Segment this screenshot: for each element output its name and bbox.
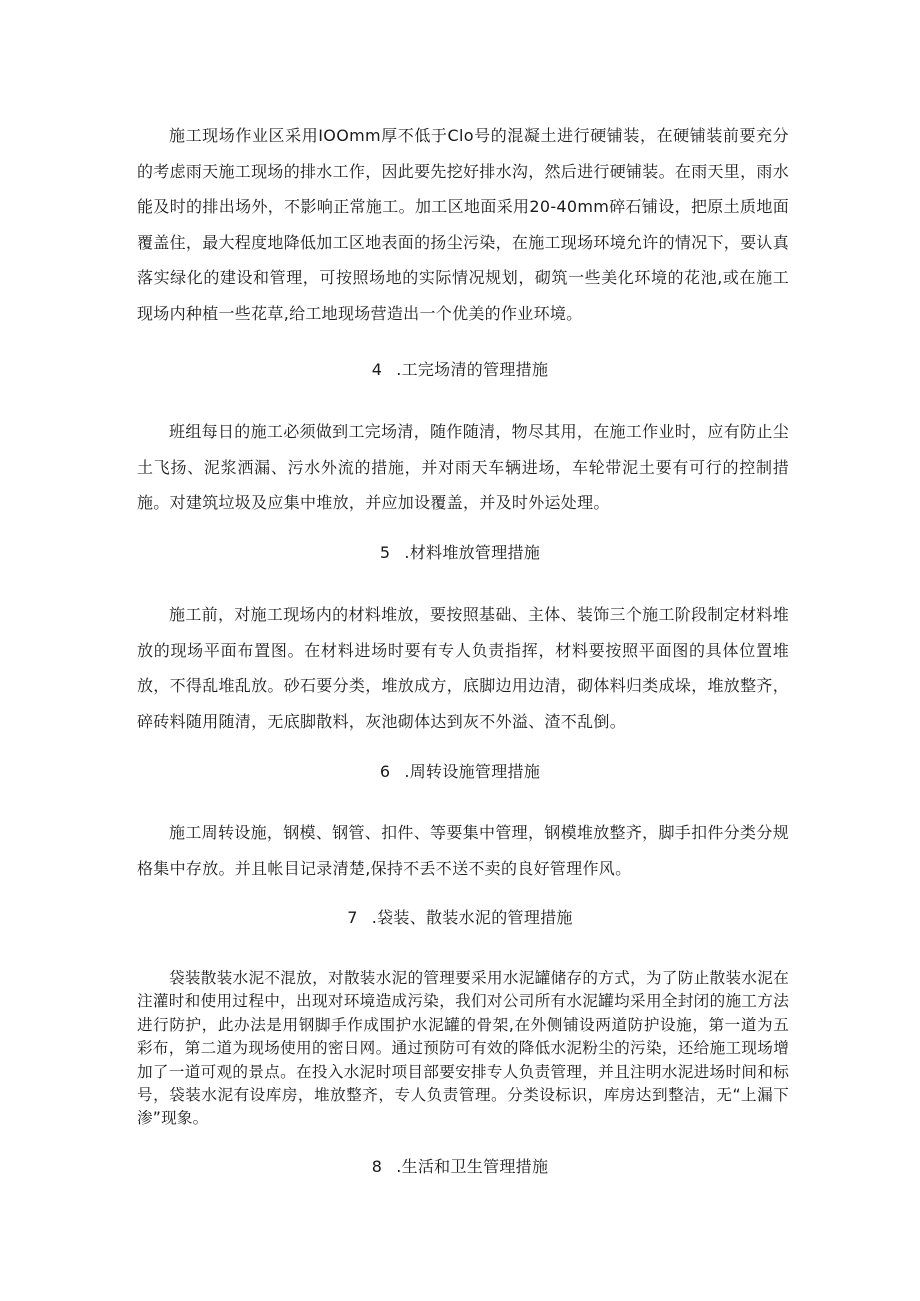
section-number: 5 — [379, 543, 391, 562]
paragraph-cleanup: 班组每日的施工必须做到工完场清，随作随清，物尽其用，在施工作业时，应有防止尘土飞扬、泥浆洒漏、污水外流的措施，并对雨天车辆进场，车轮带泥土要有可行的控制措施。对建筑垃圾及应集中堆放，并应加设覆盖，并及时外运处理。 — [137, 422, 789, 512]
section-heading-4 — [0, 359, 920, 381]
paragraph-site-paving: 施工现场作业区采用IOOmm厚不低于Clo号的混凝土进行硬铺装，在硬铺装前要充分的考虑雨天施工现场的排水工作，因此要先挖好排水沟，然后进行硬铺装。在雨天里，雨水能及时的排出场外，不影响正常施工。加工区地面采用20-40mm碎石铺设，把原土质地面覆盖住，最大程度地降低加工区地表面的扬尘污染，在施工现场环境允许的情况下，要认真落实绿化的建设和管理，可按照场地的实际情况规划，砌筑一些美化环境的花池,或在施工现场内种植一些花草,给工地现场营造出一个优美的作业环境。 — [137, 126, 790, 323]
section-number: 6 — [379, 762, 391, 781]
paragraph-cement-management: 袋装散装水泥不混放，对散装水泥的管理要采用水泥罐储存的方式，为了防止散装水泥在注灌时和使用过程中，出现对环境造成污染，我们对公司所有水泥罐均采用全封闭的施工方法进行防护，此办法是用钢脚手作成围护水泥罐的骨架,在外侧铺设两道防护设施，第一道为五彩布，第二道为现场使用的密日网。通过预防可有效的降低水泥粉尘的污染，还给施工现场增加了一道可观的景点。在投入水泥时项目部要安排专人负责管理，并且注明水泥进场时间和标号，袋装水泥有设库房，堆放整齐，专人负责管理。分类设标识，库房达到整洁，无“上漏下渗”现象。 — [137, 969, 789, 1128]
section-number: 8 — [371, 1157, 383, 1176]
section-number: 7 — [347, 908, 358, 927]
section-heading-8 — [0, 1156, 920, 1178]
paragraph-material-storage: 施工前，对施工现场内的材料堆放，要按照基础、主体、装饰三个施工阶段制定材料堆放的现场平面布置图。在材料进场时要有专人负责指挥，材料要按照平面图的具体位置堆放，不得乱堆乱放。砂石要分类，堆放成方，底脚边用边清，砌体料归类成垛，堆放整齐，碎砖料随用随清，无底脚散料，灰池砌体达到灰不外溢、渣不乱倒。 — [137, 605, 790, 731]
section-number: 4 — [371, 360, 383, 379]
paragraph-turnover-facilities: 施工周转设施，钢模、钢管、扣件、等要集中管理，钢模堆放整齐，脚手扣件分类分规格集中存放。并且帐目记录清楚,保持不丢不送不卖的良好管理作风。 — [137, 823, 789, 878]
section-heading-6 — [0, 761, 920, 783]
section-heading-5 — [0, 542, 920, 564]
section-title: .材料堆放管理措施 — [404, 543, 541, 562]
section-title: .周转设施管理措施 — [404, 762, 541, 781]
section-heading-7 — [0, 907, 920, 929]
section-title: .工完场清的管理措施 — [396, 360, 549, 379]
section-title: .袋装、散装水泥的管理措施 — [371, 908, 573, 927]
section-title: .生活和卫生管理措施 — [396, 1157, 549, 1176]
